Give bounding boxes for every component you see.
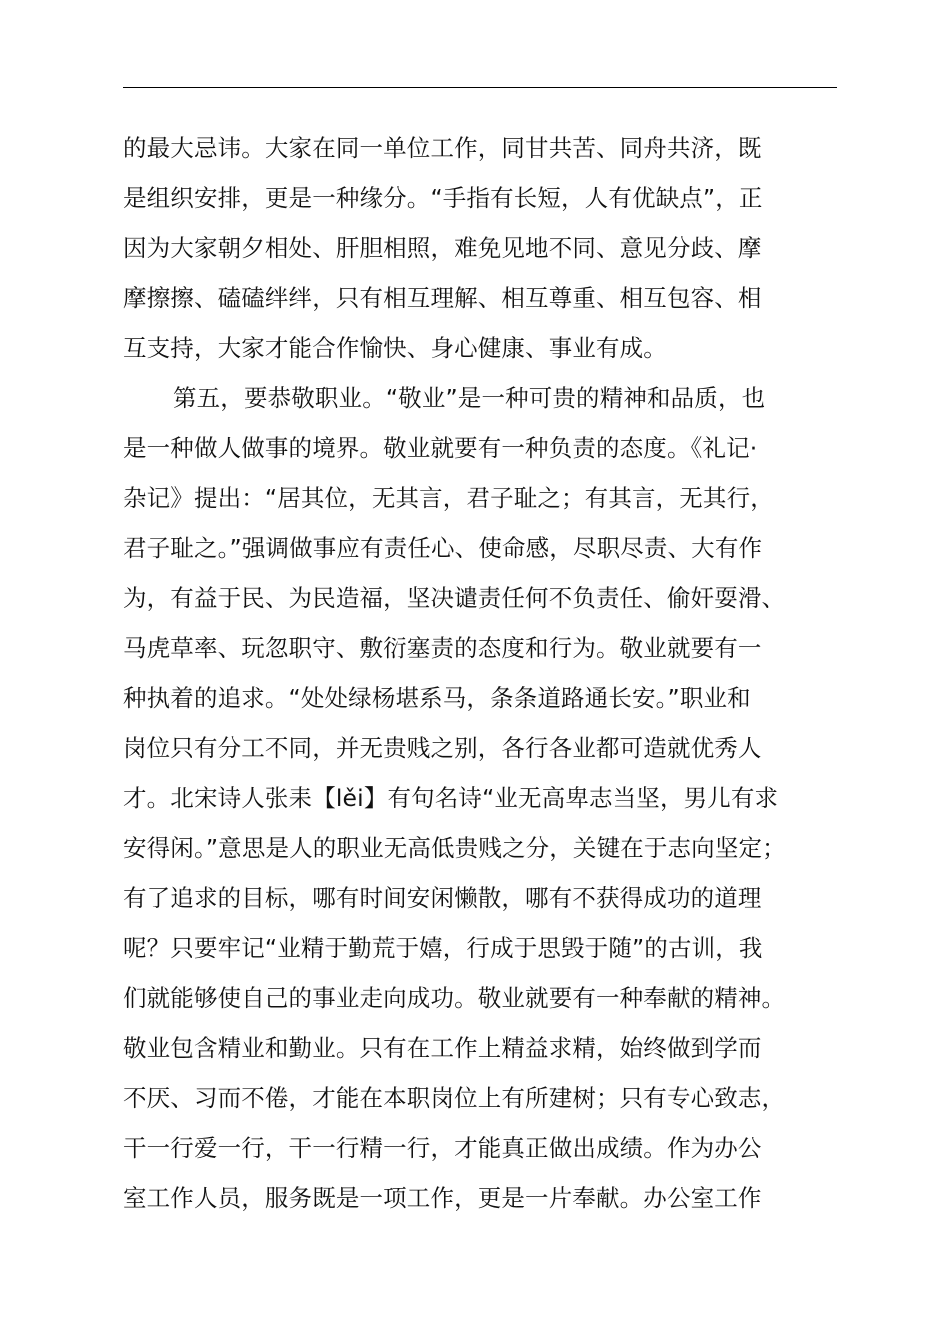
paragraph-start-line: 第五，要恭敬职业。“敬业”是一种可贵的精神和品质，也 bbox=[173, 384, 766, 412]
text-line: 室工作人员，服务既是一项工作，更是一片奉献。办公室工作 bbox=[123, 1184, 762, 1212]
text-line: 摩擦擦、磕磕绊绊，只有相互理解、相互尊重、相互包容、相 bbox=[123, 284, 762, 312]
text-line: 杂记》提出：“居其位，无其言，君子耻之；有其言，无其行， bbox=[123, 484, 774, 512]
text-line: 不厌、习而不倦，才能在本职岗位上有所建树；只有专心致志， bbox=[123, 1084, 786, 1112]
text-line: 有了追求的目标，哪有时间安闲懒散，哪有不获得成功的道理 bbox=[123, 884, 762, 912]
header-rule bbox=[123, 87, 837, 88]
text-line: 的最大忌讳。大家在同一单位工作，同甘共苦、同舟共济，既 bbox=[123, 134, 762, 162]
text-line: 是组织安排，更是一种缘分。“手指有长短，人有优缺点”，正 bbox=[123, 184, 763, 212]
text-line: 种执着的追求。“处处绿杨堪系马，条条道路通长安。”职业和 bbox=[123, 684, 751, 712]
text-line: 干一行爱一行，干一行精一行，才能真正做出成绩。作为办公 bbox=[123, 1134, 762, 1162]
text-line: 互支持，大家才能合作愉快、身心健康、事业有成。 bbox=[123, 334, 667, 362]
text-line: 岗位只有分工不同，并无贵贱之别，各行各业都可造就优秀人 bbox=[123, 734, 762, 762]
text-line: 们就能够使自己的事业走向成功。敬业就要有一种奉献的精神。 bbox=[123, 984, 786, 1012]
text-line: 因为大家朝夕相处、肝胆相照，难免见地不同、意见分歧、摩 bbox=[123, 234, 762, 262]
text-line: 君子耻之。”强调做事应有责任心、使命感，尽职尽责、大有作 bbox=[123, 534, 763, 562]
text-line: 马虎草率、玩忽职守、敷衍塞责的态度和行为。敬业就要有一 bbox=[123, 634, 762, 662]
text-line: 敬业包含精业和勤业。只有在工作上精益求精，始终做到学而 bbox=[123, 1034, 762, 1062]
text-line: 是一种做人做事的境界。敬业就要有一种负责的态度。《礼记· bbox=[123, 434, 758, 462]
text-line: 安得闲。”意思是人的职业无高低贵贱之分，关键在于志向坚定； bbox=[123, 834, 786, 862]
text-line: 呢？只要牢记“业精于勤荒于嬉，行成于思毁于随”的古训，我 bbox=[123, 934, 763, 962]
text-line: 才。北宋诗人张耒【lěi】有句名诗“业无高卑志当坚，男儿有求 bbox=[123, 784, 779, 812]
text-line: 为，有益于民、为民造福，坚决谴责任何不负责任、偷奸耍滑、 bbox=[123, 584, 786, 612]
